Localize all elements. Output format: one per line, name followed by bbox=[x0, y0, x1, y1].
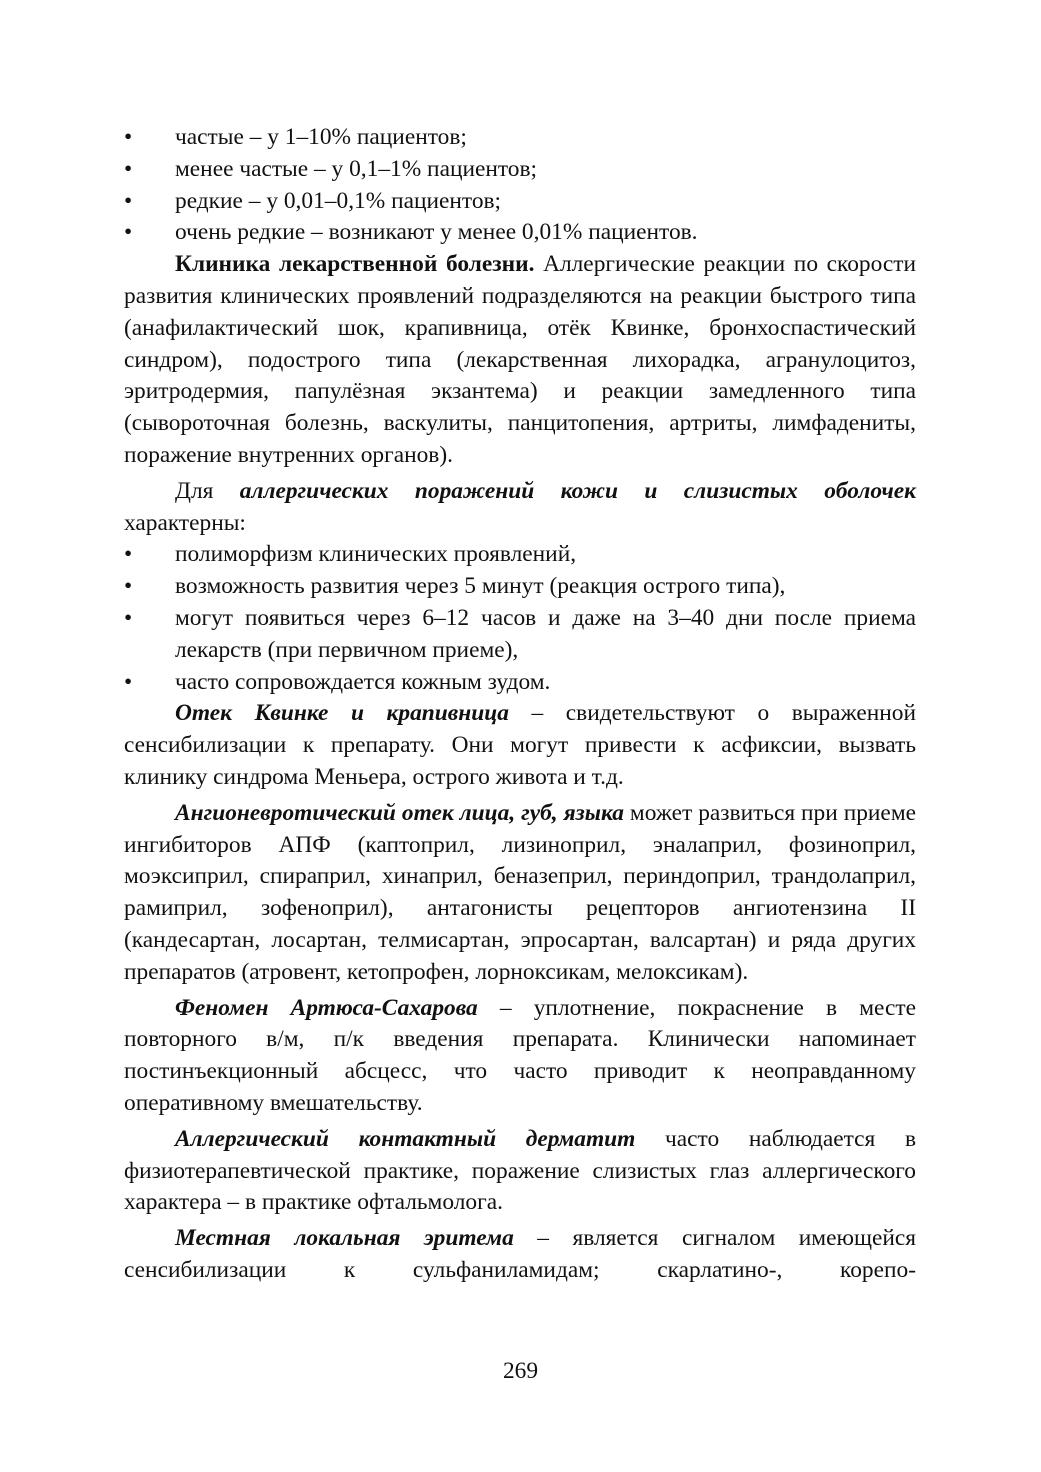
contact-term: Аллергический контактный дерматит bbox=[175, 1125, 636, 1152]
paragraph-erythema bbox=[124, 1223, 916, 1287]
skin-features-list bbox=[124, 539, 916, 698]
frequency-list bbox=[124, 122, 916, 249]
arthus-term: Феномен Артюса-Сахарова bbox=[175, 994, 478, 1021]
quincke-term: Отек Квинке и крапивница bbox=[175, 700, 509, 727]
list-item: • очень редкие – возникают у менее 0,01% пациентов. bbox=[124, 217, 916, 249]
erythema-text: – является сигналом имеющейся сенсибилизации к сульфаниламидам; скарлатино-, корепо- bbox=[124, 1225, 917, 1283]
contact-text: часто наблюдается в физиотерапевтической практике, поражение слизистых глаз аллергического характера – в практике офтальмолога. bbox=[124, 1125, 916, 1216]
skin-pre: Для bbox=[175, 477, 240, 504]
skin-post: характерны: bbox=[124, 509, 246, 536]
clinic-text: Аллергические реакции по скорости развития клинических проявлений подразделяются на реакции быстрого типа (анафилактический шок, крапивница, отёк Квинке, бронхоспастический синдром), подострого типа (лекарственная лихорадка, агранулоцитоз, эритродермия, папулёзная экзантема) и реакции замедленного типа (сывороточная болезнь, васкулиты, панцитопения, артриты, лимфадениты, поражение внутренних органов). bbox=[124, 251, 916, 468]
paragraph-quincke bbox=[124, 698, 916, 793]
list-item: • возможность развития через 5 минут (реакция острого типа), bbox=[124, 571, 916, 603]
erythema-term: Местная локальная эритема bbox=[175, 1225, 514, 1252]
paragraph-arthus bbox=[124, 993, 916, 1120]
list-item: • частые – у 1–10% пациентов; bbox=[124, 122, 916, 154]
paragraph-contact-dermatitis bbox=[124, 1124, 916, 1219]
skin-term: аллергических поражений кожи и слизистых оболочек bbox=[239, 477, 916, 504]
page-body bbox=[124, 122, 916, 1287]
list-item: • могут появиться через 6–12 часов и даже на 3–40 дни после приема лекарств (при первичном приеме), bbox=[124, 603, 916, 667]
angio-text: может развиться при приеме ингибиторов АПФ (каптоприл, лизиноприл, эналаприл, фозиноприл, моэксиприл, спираприл, хинаприл, беназеприл, периндоприл, трандолаприл, рамиприл, зофеноприл), антагонисты рецепторов ангиотензина II (кандесартан, лосартан, телмисартан, эпросартан, валсартан) и ряда других препаратов (атровент, кетопрофен, лорноксикам, мелоксикам). bbox=[124, 799, 917, 985]
list-item: • часто сопровождается кожным зудом. bbox=[124, 667, 916, 699]
quincke-text: – свидетельствуют о выраженной сенсибилизации к препарату. Они могут привести к асфиксии, вызвать клинику синдрома Меньера, острого живота и т.д. bbox=[124, 700, 917, 790]
page-number: 269 bbox=[502, 1358, 539, 1384]
paragraph-clinic bbox=[124, 249, 916, 472]
clinic-heading: Клиника лекарственной болезни. bbox=[175, 251, 535, 278]
list-item: • полиморфизм клинических проявлений, bbox=[124, 539, 916, 571]
paragraph-skin bbox=[124, 476, 916, 540]
arthus-text: – уплотнение, покраснение в месте повторного в/м, п/к введения препарата. Клинически напоминает постинъекционный абсцесс, что часто приводит к неоправданному оперативному вмешательству. bbox=[124, 994, 916, 1116]
list-item: • редкие – у 0,01–0,1% пациентов; bbox=[124, 186, 916, 218]
paragraph-angioedema bbox=[124, 798, 916, 989]
angio-term: Ангионевротический отек лица, губ, языка bbox=[175, 799, 624, 826]
list-item: • менее частые – у 0,1–1% пациентов; bbox=[124, 154, 916, 186]
